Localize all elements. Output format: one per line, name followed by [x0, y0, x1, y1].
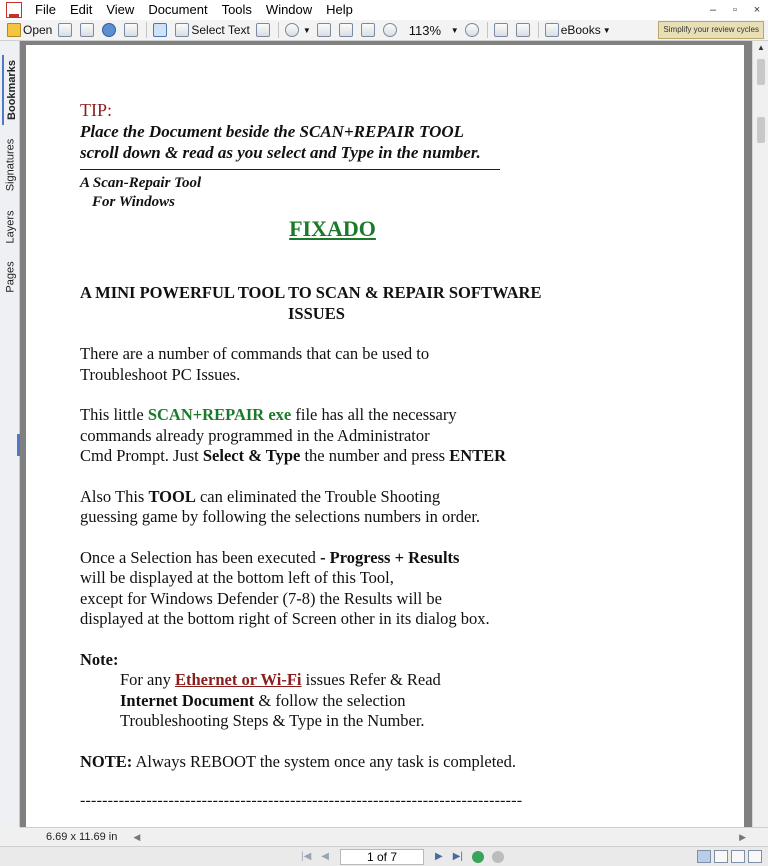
print-button[interactable]: [77, 21, 99, 39]
tip-line: scroll down & read as you select and Type in the number.: [80, 143, 481, 162]
page-size-readout: 6.69 x 11.69 in: [46, 831, 118, 843]
magnifier-icon: [285, 23, 299, 37]
last-page-icon[interactable]: ▶|: [452, 851, 463, 862]
menu-document[interactable]: Document: [148, 2, 208, 17]
tab-bookmarks[interactable]: Bookmarks: [2, 55, 19, 125]
zoom-out-button[interactable]: [380, 21, 402, 39]
go-forward-icon[interactable]: [492, 851, 504, 863]
zoom-select[interactable]: [402, 21, 462, 39]
find-button[interactable]: [121, 21, 143, 39]
pages-button[interactable]: [513, 21, 535, 39]
printer-icon: [80, 23, 94, 37]
section-heading: A MINI POWERFUL TOOL TO SCAN & REPAIR SOFTWARE ISSUES: [80, 283, 542, 323]
email-button[interactable]: [99, 21, 121, 39]
ebooks-button[interactable]: [542, 21, 614, 39]
note-block: Note: For any Ethernet or Wi-Fi issues Refer & Read Internet Document & follow the selection Troubleshooting Steps & Type in the Number.: [80, 649, 441, 730]
text-cursor-icon: [175, 23, 189, 37]
toolbar-separator: [278, 22, 279, 38]
toolbar: [0, 20, 768, 41]
actual-size-button[interactable]: [314, 21, 336, 39]
select-text-button[interactable]: [172, 21, 252, 39]
menu-window[interactable]: Window: [265, 2, 313, 17]
scroll-up-icon[interactable]: ▲: [757, 43, 765, 52]
page-navigation: [296, 849, 508, 865]
app-icon: [6, 2, 22, 18]
continuous-view-button[interactable]: [714, 850, 728, 863]
divider: [80, 169, 500, 170]
promo-button[interactable]: Simplify your review cycles: [658, 21, 764, 39]
snapshot-button[interactable]: [253, 21, 275, 39]
save-icon: [58, 23, 72, 37]
facing-view-button[interactable]: [731, 850, 745, 863]
page-content: [80, 100, 700, 810]
page-number-field[interactable]: 1 of 7: [340, 849, 424, 865]
scroll-thumb[interactable]: [757, 117, 765, 143]
document-viewport[interactable]: [20, 41, 752, 827]
vertical-scrollbar[interactable]: [752, 41, 768, 827]
chevron-down-icon: ▼: [302, 25, 311, 35]
binoculars-icon: [124, 23, 138, 37]
email-icon: [102, 23, 116, 37]
paragraph: There are a number of commands that can be used to Troubleshoot PC Issues.: [80, 344, 430, 384]
minimize-button[interactable]: –: [709, 4, 717, 16]
zoom-tool-button[interactable]: [282, 21, 314, 39]
toolbar-separator: [538, 22, 539, 38]
single-page-view-button[interactable]: [697, 850, 711, 863]
close-button[interactable]: ×: [753, 4, 761, 16]
toolbar-separator: [146, 22, 147, 38]
tab-pages[interactable]: Pages: [4, 261, 17, 293]
go-back-icon[interactable]: [472, 851, 484, 863]
document-page: [26, 45, 744, 827]
fit-page-button[interactable]: [336, 21, 358, 39]
open-button[interactable]: [4, 21, 55, 39]
tab-signatures[interactable]: Signatures: [4, 138, 17, 192]
page-layout-controls: [697, 850, 762, 863]
chevron-down-icon: ▼: [602, 25, 611, 35]
paragraph: Also This TOOL can eliminated the Trouble Shooting guessing game by following the selections numbers in order.: [80, 486, 481, 526]
tip-label: TIP:: [80, 100, 113, 120]
paragraph: NOTE: Always REBOOT the system once any task is completed.: [80, 751, 516, 771]
restore-button[interactable]: ▫: [733, 4, 737, 16]
document-title: FIXADO: [289, 216, 376, 241]
navigation-pane: [0, 41, 20, 827]
ethernet-wifi-link[interactable]: Ethernet or Wi-Fi: [175, 670, 302, 689]
scroll-right-icon[interactable]: ▶: [739, 831, 746, 842]
menu-view[interactable]: View: [106, 2, 135, 17]
paragraph: Once a Selection has been executed - Progress + Results will be displayed at the bottom left of this Tool, except for Windows Defender (7-8) the Results will be displayed at the bottom right of Screen other in its dialog box.: [80, 547, 490, 628]
dashed-divider: --------------------------------------------------------------------------------: [80, 792, 523, 809]
menu-edit[interactable]: Edit: [69, 2, 93, 17]
hand-icon: [153, 23, 167, 37]
subtitle-line: A Scan-Repair Tool: [80, 175, 202, 191]
open-label: Open: [23, 23, 53, 37]
zoom-value: 113%: [408, 22, 442, 38]
menu-help[interactable]: Help: [326, 2, 353, 17]
toolbar-separator: [487, 22, 488, 38]
subtitle-line: For Windows: [92, 194, 175, 210]
tip-line: Place the Document beside the SCAN+REPAIR TOOL: [80, 122, 465, 141]
rotate-icon: [494, 23, 508, 37]
window-controls: [702, 4, 768, 16]
scroll-left-icon[interactable]: ◀: [133, 831, 141, 842]
rotate-button[interactable]: [491, 21, 513, 39]
save-button[interactable]: [55, 21, 77, 39]
horizontal-scrollbar[interactable]: [20, 827, 768, 846]
continuous-facing-view-button[interactable]: [748, 850, 762, 863]
scroll-thumb[interactable]: [757, 59, 765, 85]
ebooks-icon: [545, 23, 559, 37]
camera-icon: [256, 23, 270, 37]
page-icon: [317, 23, 331, 37]
zoom-in-button[interactable]: [462, 21, 484, 39]
ebooks-label: eBooks: [560, 23, 601, 37]
fit-page-icon: [339, 23, 353, 37]
paragraph: This little SCAN+REPAIR exe file has all the necessary commands already programmed in the Administrator Cmd Prompt. Just Select & Type the number and press ENTER: [80, 405, 507, 465]
previous-page-icon[interactable]: ◀: [321, 851, 329, 862]
fit-width-icon: [361, 23, 375, 37]
pages-icon: [516, 23, 530, 37]
folder-icon: [7, 23, 21, 37]
tab-layers[interactable]: Layers: [4, 210, 17, 244]
menu-tools[interactable]: Tools: [221, 2, 252, 17]
fit-width-button[interactable]: [358, 21, 380, 39]
next-page-icon[interactable]: ▶: [435, 851, 443, 862]
zoom-in-icon: [465, 23, 479, 37]
select-text-label: Select Text: [191, 23, 250, 37]
menubar: [0, 0, 768, 20]
status-bar: [0, 846, 768, 866]
hand-tool-button[interactable]: [150, 21, 172, 39]
menu-file[interactable]: File: [35, 2, 56, 17]
zoom-out-icon: [383, 23, 397, 37]
first-page-icon[interactable]: |◀: [301, 851, 312, 862]
chevron-down-icon: ▼: [450, 25, 459, 35]
